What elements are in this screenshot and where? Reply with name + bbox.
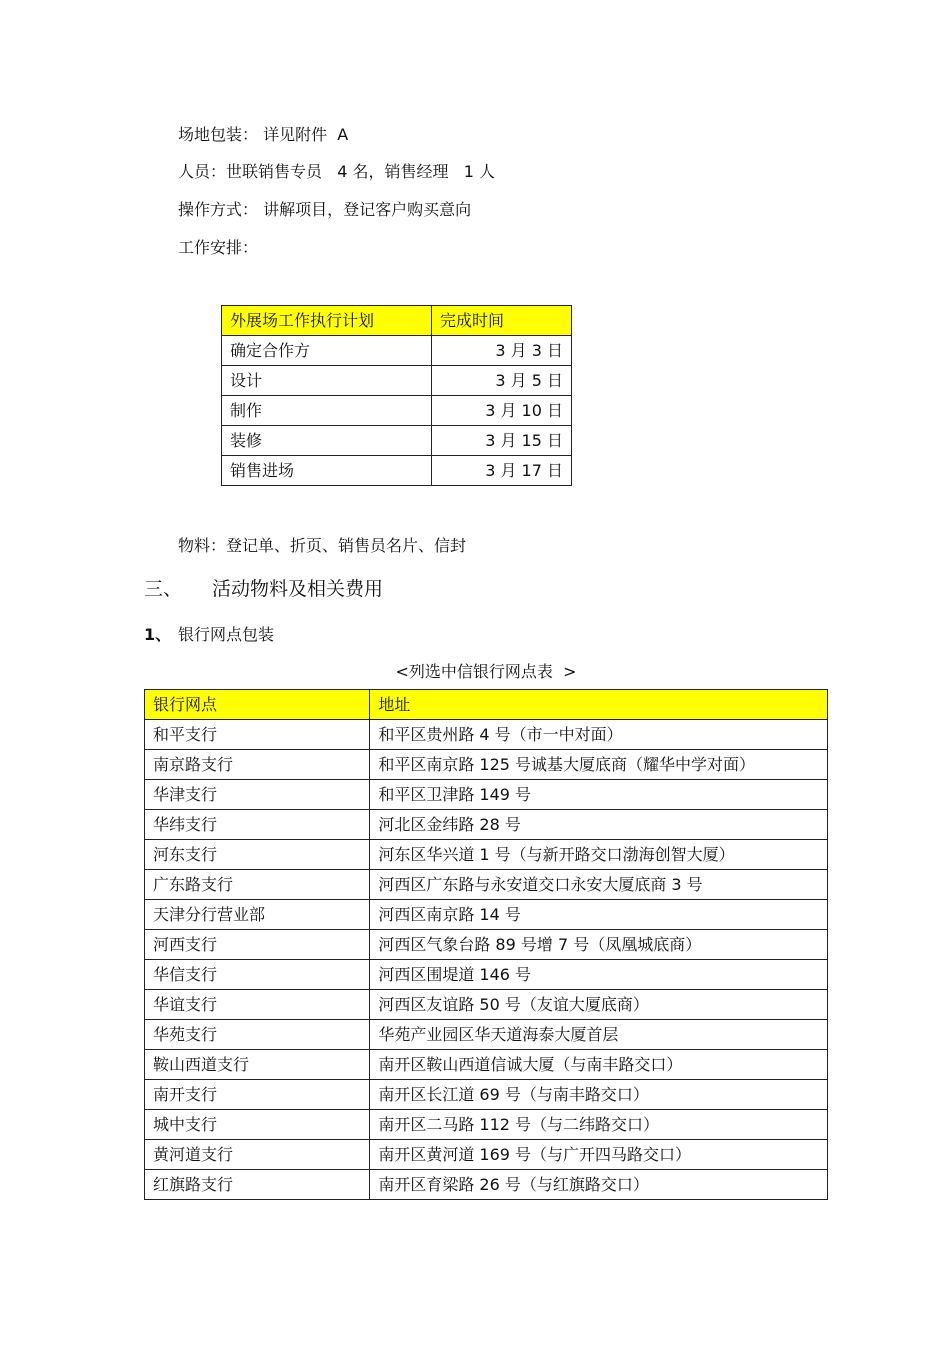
intro-line-schedule-label: 工作安排： (178, 238, 259, 257)
branch-cell: 华信支行 (145, 960, 370, 990)
section-title: 活动物料及相关费用 (212, 578, 384, 600)
branch-table (144, 689, 828, 1200)
schedule-cell: 装修 (222, 426, 432, 456)
branch-cell: 河北区金纬路 28 号 (370, 810, 828, 840)
schedule-header-time: 完成时间 (432, 306, 572, 336)
branch-cell: 广东路支行 (145, 870, 370, 900)
schedule-row (222, 366, 572, 396)
branch-row (145, 1140, 828, 1170)
schedule-cell: 3 月 15 日 (432, 426, 572, 456)
subsection-title: 银行网点包装 (178, 625, 275, 644)
branch-cell: 南京路支行 (145, 750, 370, 780)
branch-cell: 华苑支行 (145, 1020, 370, 1050)
section-number: 三、 (144, 578, 183, 600)
branch-row (145, 1020, 828, 1050)
intro-line-operation: 操作方式： 讲解项目，登记客户购买意向 (178, 200, 472, 219)
branch-cell: 华苑产业园区华天道海泰大厦首层 (370, 1020, 828, 1050)
section-heading (144, 577, 383, 601)
branch-row (145, 930, 828, 960)
branch-cell: 南开区二马路 112 号（与二纬路交口） (370, 1110, 828, 1140)
branch-cell: 南开区长江道 69 号（与南丰路交口） (370, 1080, 828, 1110)
branch-cell: 河东支行 (145, 840, 370, 870)
branch-cell: 河西区气象台路 89 号增 7 号（凤凰城底商） (370, 930, 828, 960)
schedule-cell: 3 月 3 日 (432, 336, 572, 366)
branch-cell: 河西支行 (145, 930, 370, 960)
intro-line-staff: 人员：世联销售专员 4 名，销售经理 1 人 (178, 162, 496, 181)
branch-cell: 河西区南京路 14 号 (370, 900, 828, 930)
branch-cell: 南开区育梁路 26 号（与红旗路交口） (370, 1170, 828, 1200)
schedule-row (222, 456, 572, 486)
branch-cell: 南开支行 (145, 1080, 370, 1110)
branch-row (145, 1170, 828, 1200)
materials-line: 物料：登记单、折页、销售员名片、信封 (178, 536, 467, 555)
branch-row (145, 1080, 828, 1110)
branch-row (145, 840, 828, 870)
branch-cell: 和平区卫津路 149 号 (370, 780, 828, 810)
branch-row (145, 960, 828, 990)
branch-cell: 黄河道支行 (145, 1140, 370, 1170)
branch-row (145, 1050, 828, 1080)
branch-row (145, 990, 828, 1020)
branch-row (145, 1110, 828, 1140)
schedule-header-row (222, 306, 572, 336)
branch-cell: 城中支行 (145, 1110, 370, 1140)
schedule-cell: 销售进场 (222, 456, 432, 486)
branch-cell: 河西区广东路与永安道交口永安大厦底商 3 号 (370, 870, 828, 900)
intro-line-venue: 场地包装： 详见附件 A (178, 125, 349, 144)
branch-row (145, 720, 828, 750)
branch-cell: 南开区黄河道 169 号（与广开四马路交口） (370, 1140, 828, 1170)
branch-cell: 南开区鞍山西道信诚大厦（与南丰路交口） (370, 1050, 828, 1080)
schedule-header-plan: 外展场工作执行计划 (222, 306, 432, 336)
branch-header-address: 地址 (370, 690, 828, 720)
subsection-heading (144, 625, 274, 645)
schedule-row (222, 396, 572, 426)
schedule-cell: 3 月 5 日 (432, 366, 572, 396)
schedule-cell: 3 月 10 日 (432, 396, 572, 426)
schedule-table (221, 305, 572, 486)
branch-cell: 和平区贵州路 4 号（市一中对面） (370, 720, 828, 750)
branch-cell: 天津分行营业部 (145, 900, 370, 930)
schedule-cell: 设计 (222, 366, 432, 396)
branch-cell: 鞍山西道支行 (145, 1050, 370, 1080)
branch-cell: 河东区华兴道 1 号（与新开路交口渤海创智大厦） (370, 840, 828, 870)
branch-row (145, 900, 828, 930)
branch-row (145, 750, 828, 780)
branch-cell: 华津支行 (145, 780, 370, 810)
branch-cell: 华谊支行 (145, 990, 370, 1020)
schedule-cell: 制作 (222, 396, 432, 426)
schedule-row (222, 336, 572, 366)
branch-cell: 华纬支行 (145, 810, 370, 840)
subsection-number: 1、 (144, 625, 172, 644)
branch-table-caption: <列选中信银行网点表 > (395, 662, 577, 681)
schedule-cell: 确定合作方 (222, 336, 432, 366)
schedule-row (222, 426, 572, 456)
branch-body (145, 720, 828, 1200)
schedule-cell: 3 月 17 日 (432, 456, 572, 486)
branch-cell: 和平区南京路 125 号诚基大厦底商（耀华中学对面） (370, 750, 828, 780)
branch-row (145, 780, 828, 810)
branch-cell: 红旗路支行 (145, 1170, 370, 1200)
branch-cell: 河西区友谊路 50 号（友谊大厦底商） (370, 990, 828, 1020)
branch-header-name: 银行网点 (145, 690, 370, 720)
branch-row (145, 870, 828, 900)
branch-row (145, 810, 828, 840)
branch-cell: 河西区围堤道 146 号 (370, 960, 828, 990)
schedule-body (222, 336, 572, 486)
branch-cell: 和平支行 (145, 720, 370, 750)
branch-header-row (145, 690, 828, 720)
